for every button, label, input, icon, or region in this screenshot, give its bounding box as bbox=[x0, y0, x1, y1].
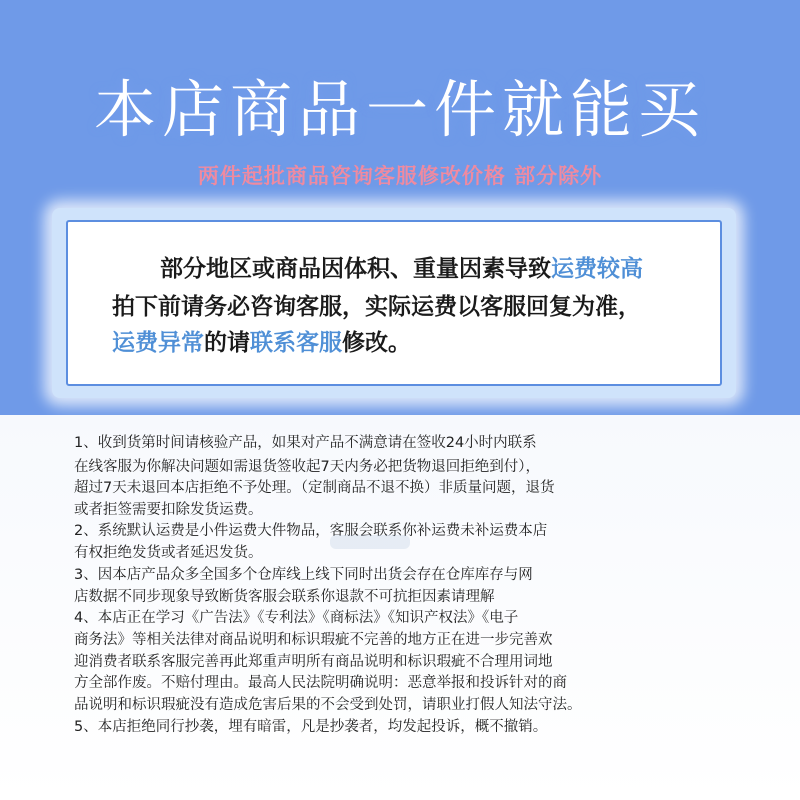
notice-line-3 bbox=[112, 324, 411, 357]
rule-line: 3、因本店产品众多全国多个仓库线上线下同时出货会存在仓库库存与网 bbox=[74, 567, 533, 583]
rule-line: 有权拒绝发货或者延迟发货。 bbox=[74, 545, 263, 561]
rule-line: 或者拒签需要扣除发货运费。 bbox=[74, 502, 263, 518]
rule-line: 方全部作废。不赔付理由。最高人民法院明确说明：恶意举报和投诉针对的商 bbox=[74, 675, 567, 691]
rule-line: 4、本店正在学习《广告法》《专利法》《商标法》《知识产权法》《电子 bbox=[74, 610, 519, 626]
rule-line: 2、系统默认运费是小件运费大件物品，客服会联系你补运费未补运费本店 bbox=[74, 523, 548, 539]
high-shipping-highlight: 运费较高 bbox=[551, 256, 643, 282]
rule-line: 迎消费者联系客服完善再此郑重声明所有商品说明和标识瑕疵不合理用词地 bbox=[74, 654, 553, 670]
contact-service-highlight: 联系客服 bbox=[250, 330, 342, 356]
rule-line: 1、收到货第时间请核验产品，如果对产品不满意请在签收24小时内联系 bbox=[74, 435, 537, 451]
watermark bbox=[330, 535, 410, 549]
notice-line-1 bbox=[160, 250, 643, 283]
store-rules bbox=[0, 415, 800, 800]
notice-line-3-text-b: 修改。 bbox=[342, 330, 411, 356]
rule-line: 5、本店拒绝同行抄袭，埋有暗雷，凡是抄袭者，均发起投诉，概不撤销。 bbox=[74, 719, 548, 735]
rule-line: 品说明和标识瑕疵没有造成危害后果的不会受到处罚，请职业打假人知法守法。 bbox=[74, 697, 582, 713]
page-subtitle: 两件起批商品咨询客服修改价格 部分除外 bbox=[197, 164, 603, 188]
rule-line: 商务法》等相关法律对商品说明和标识瑕疵不完善的地方正在进一步完善欢 bbox=[74, 632, 553, 648]
notice-line-3-text-a: 的请 bbox=[204, 330, 250, 356]
notice-line-1-text: 部分地区或商品因体积、重量因素导致 bbox=[160, 256, 551, 282]
notice-line-2: 拍下前请务必咨询客服，实际运费以客服回复为准， bbox=[112, 294, 641, 320]
rule-line: 店数据不同步现象导致断货客服会联系你退款不可抗拒因素请理解 bbox=[74, 589, 495, 605]
rule-line: 在线客服为你解决问题如需退货签收起7天内务必把货物退回拒绝到付）， bbox=[74, 459, 540, 475]
page-title: 本店商品一件就能买 bbox=[93, 73, 706, 146]
shipping-notice-box bbox=[66, 220, 722, 386]
abnormal-shipping-highlight: 运费异常 bbox=[112, 330, 204, 356]
rule-line: 超过7天未退回本店拒绝不予处理。（定制商品不退不换）非质量问题，退货 bbox=[74, 480, 555, 496]
